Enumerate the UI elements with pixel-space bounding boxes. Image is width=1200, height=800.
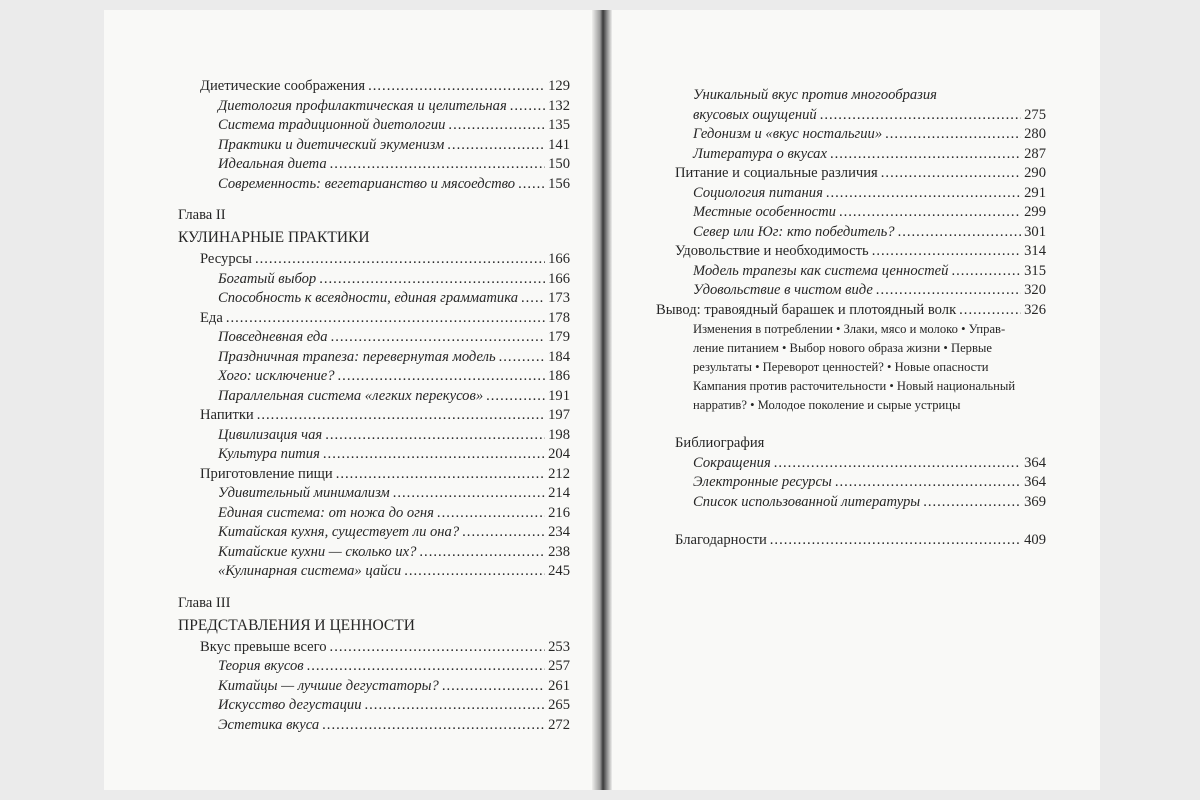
toc-page-number: 204 xyxy=(548,446,570,462)
toc-page-number: 191 xyxy=(548,387,570,404)
toc-entry[interactable] xyxy=(178,309,570,329)
toc-entry-title: Богатый выбор xyxy=(218,270,317,287)
toc-entry[interactable] xyxy=(656,281,1046,301)
left-page-toc xyxy=(178,77,570,735)
toc-page-number: 216 xyxy=(548,504,570,521)
toc-page-number: 186 xyxy=(548,368,570,384)
summary-line: результаты • Переворот ценностей? • Новые опасности xyxy=(693,360,989,374)
dot-leader xyxy=(770,531,1021,551)
dot-leader xyxy=(510,97,545,117)
toc-page-number: 197 xyxy=(548,407,570,423)
toc-page-number: 184 xyxy=(548,348,570,365)
dot-leader xyxy=(447,136,545,156)
toc-page-number: 238 xyxy=(548,543,570,560)
dot-leader xyxy=(774,454,1021,474)
toc-page-number: 166 xyxy=(548,251,570,267)
toc-entry[interactable] xyxy=(178,406,570,426)
toc-entry-title: Модель трапезы как система ценностей xyxy=(693,262,949,279)
dot-leader xyxy=(255,250,545,270)
toc-entry-title: Китайские кухни — сколько их? xyxy=(218,543,417,560)
toc-page-number: 314 xyxy=(1024,243,1046,259)
toc-entry[interactable] xyxy=(178,348,570,368)
toc-page-number: 214 xyxy=(548,485,570,501)
dot-leader xyxy=(826,184,1021,204)
chapter-label: Глава II xyxy=(178,207,226,223)
toc-entry[interactable] xyxy=(178,504,570,524)
toc-entry-title: Хого: исключение? xyxy=(218,368,335,384)
toc-page-number: 272 xyxy=(548,716,570,733)
toc-page-number: 179 xyxy=(548,329,570,345)
toc-page-number: 364 xyxy=(1024,474,1046,490)
toc-entry[interactable] xyxy=(178,97,570,117)
toc-entry-title: Север или Юг: кто победитель? xyxy=(693,223,895,240)
toc-entry-title: Приготовление пищи xyxy=(200,465,333,482)
toc-page-number: 245 xyxy=(548,563,570,579)
toc-entry-title: Диетология профилактическая и целительная xyxy=(218,97,507,114)
chapter-title: КУЛИНАРНЫЕ ПРАКТИКИ xyxy=(178,229,370,246)
toc-entry[interactable] xyxy=(178,270,570,290)
toc-entry[interactable] xyxy=(656,184,1046,204)
toc-entry-title: Способность к всеядности, единая грамматика xyxy=(218,290,518,306)
toc-entry-title: Вывод: травоядный барашек и плотоядный волк xyxy=(656,301,957,318)
summary-line: Кампания против расточительности • Новый национальный xyxy=(693,379,1016,393)
toc-entry-title: «Кулинарная система» цайси xyxy=(218,563,402,579)
chapter-title: ПРЕДСТАВЛЕНИЯ И ЦЕННОСТИ xyxy=(178,616,415,634)
toc-entry[interactable] xyxy=(178,328,570,348)
dot-leader xyxy=(521,289,545,309)
dot-leader xyxy=(325,426,545,446)
toc-entry-title: Социология питания xyxy=(693,184,823,201)
toc-page-number: 364 xyxy=(1024,454,1046,471)
toc-entry[interactable] xyxy=(656,493,1046,513)
toc-entry[interactable] xyxy=(656,145,1046,165)
toc-entry[interactable] xyxy=(656,262,1046,282)
dot-leader xyxy=(437,504,545,524)
bibliography-heading: Библиография xyxy=(675,435,765,451)
toc-page-number: 287 xyxy=(1024,145,1046,162)
toc-page-number: 280 xyxy=(1024,126,1046,142)
toc-page-number: 178 xyxy=(548,309,570,326)
toc-page-number: 320 xyxy=(1024,282,1046,298)
dot-leader xyxy=(338,367,546,387)
toc-entry-title: Китайцы — лучшие дегустаторы? xyxy=(218,677,439,694)
dot-leader xyxy=(442,677,545,697)
toc-entry-title: Современность: вегетарианство и мясоедство xyxy=(218,175,516,192)
toc-page-number: 315 xyxy=(1024,262,1046,279)
dot-leader xyxy=(419,543,545,563)
dot-leader xyxy=(393,484,545,504)
dot-leader xyxy=(331,328,546,348)
toc-entry-title: Удовольствие и необходимость xyxy=(675,243,869,259)
toc-page-number: 261 xyxy=(548,677,570,694)
dot-leader xyxy=(257,406,545,426)
toc-entry-title: Список использованной литературы xyxy=(693,493,921,510)
toc-entry-title: Ресурсы xyxy=(200,251,252,267)
toc-page-number: 290 xyxy=(1024,165,1046,181)
toc-entry[interactable] xyxy=(178,155,570,175)
toc-entry-title: Цивилизация чая xyxy=(218,426,323,443)
dot-leader xyxy=(322,716,545,736)
dot-leader xyxy=(499,348,545,368)
summary-line: нарратив? • Молодое поколение и сырые устрицы xyxy=(693,398,961,412)
summary-line: ление питанием • Выбор нового образа жизни • Первые xyxy=(693,341,992,355)
toc-entry[interactable] xyxy=(656,164,1046,184)
toc-page-number: 198 xyxy=(548,426,570,443)
toc-entry-title: Сокращения xyxy=(693,454,771,471)
toc-entry-title: Система традиционной диетологии xyxy=(218,117,446,133)
dot-leader xyxy=(830,145,1021,165)
toc-entry[interactable] xyxy=(178,250,570,270)
toc-entry[interactable] xyxy=(656,301,1046,321)
toc-entry[interactable] xyxy=(178,677,570,697)
toc-entry[interactable] xyxy=(178,116,570,136)
toc-page-number: 166 xyxy=(548,270,570,287)
book-spine xyxy=(592,10,612,790)
dot-leader xyxy=(323,445,545,465)
conclusion-summary xyxy=(656,320,1063,415)
toc-entry-title: Питание и социальные различия xyxy=(675,165,878,181)
toc-entry-title: Параллельная система «легких перекусов» xyxy=(218,387,484,404)
toc-entry[interactable] xyxy=(656,223,1046,243)
toc-page-number: 369 xyxy=(1024,493,1046,510)
toc-page-number: 299 xyxy=(1024,204,1046,220)
toc-page-number: 141 xyxy=(548,136,570,153)
toc-entry-title: Вкус превыше всего xyxy=(200,638,327,655)
dot-leader xyxy=(319,270,545,290)
toc-entry[interactable] xyxy=(178,426,570,446)
toc-entry[interactable] xyxy=(178,465,570,485)
toc-page-number: 156 xyxy=(548,175,570,192)
toc-entry[interactable] xyxy=(178,638,570,658)
dot-leader xyxy=(923,493,1021,513)
toc-entry-title: Повседневная еда xyxy=(218,329,328,345)
toc-page-number: 132 xyxy=(548,97,570,114)
toc-entry-title: Диетические соображения xyxy=(200,78,366,94)
toc-page-number: 129 xyxy=(548,78,570,94)
dot-leader xyxy=(448,116,545,136)
toc-entry[interactable] xyxy=(178,523,570,543)
summary-line: Изменения в потреблении • Злаки, мясо и молоко • Управ- xyxy=(693,322,1006,336)
toc-entry-title: Праздничная трапеза: перевернутая модель xyxy=(218,348,496,365)
dot-leader xyxy=(462,523,545,543)
toc-entry-acknowledgements[interactable]: Благодарности ..... 409 xyxy=(656,531,1046,551)
toc-page-number: 135 xyxy=(548,117,570,133)
toc-entry-title: Практики и диетический экуменизм xyxy=(218,136,445,153)
toc-page-number: 326 xyxy=(1024,301,1046,318)
dot-leader xyxy=(330,155,545,175)
toc-entry-title: Напитки xyxy=(200,407,254,423)
chapter-label: Глава III xyxy=(178,594,231,611)
toc-entry[interactable] xyxy=(178,657,570,677)
toc-entry-title: Удовольствие в чистом виде xyxy=(693,282,873,298)
toc-entry[interactable] xyxy=(178,289,570,309)
toc-entry[interactable] xyxy=(178,77,570,97)
dot-leader xyxy=(330,638,546,658)
toc-entry[interactable] xyxy=(178,387,570,407)
toc-entry-title: Эстетика вкуса xyxy=(218,716,320,733)
toc-page-number: 291 xyxy=(1024,184,1046,201)
dot-leader xyxy=(365,696,546,716)
toc-page-number: 212 xyxy=(548,465,570,482)
toc-page-number: 257 xyxy=(548,658,570,674)
toc-entry-continued: Уникальный вкус против многообразия xyxy=(693,87,937,103)
dot-leader xyxy=(898,223,1022,243)
dot-leader xyxy=(486,387,545,407)
dot-leader xyxy=(959,301,1021,321)
toc-entry[interactable] xyxy=(656,106,1046,126)
toc-entry-title: Еда xyxy=(200,309,223,326)
toc-entry[interactable] xyxy=(656,203,1046,223)
toc-entry-title: Искусство дегустации xyxy=(218,697,362,713)
dot-leader xyxy=(835,473,1021,493)
toc-entry[interactable] xyxy=(178,136,570,156)
toc-page-number: 265 xyxy=(548,697,570,713)
toc-entry[interactable] xyxy=(656,473,1046,493)
toc-entry[interactable] xyxy=(656,125,1046,145)
toc-entry[interactable] xyxy=(178,543,570,563)
toc-entry[interactable] xyxy=(178,484,570,504)
right-page-toc xyxy=(656,86,1046,551)
toc-page-number: 234 xyxy=(548,524,570,540)
toc-entry[interactable] xyxy=(178,562,570,582)
toc-entry[interactable] xyxy=(178,716,570,736)
toc-entry-title: Литература о вкусах xyxy=(693,145,827,162)
toc-entry-title: Электронные ресурсы xyxy=(693,474,832,490)
dot-leader xyxy=(368,77,545,97)
toc-entry-title: Единая система: от ножа до огня xyxy=(218,504,434,521)
toc-entry-title: Культура пития xyxy=(218,446,320,462)
toc-entry-title: Гедонизм и «вкус ностальгии» xyxy=(693,126,883,142)
dot-leader xyxy=(820,106,1021,126)
toc-page-number: 173 xyxy=(548,290,570,306)
toc-entry[interactable] xyxy=(178,696,570,716)
toc-page-number: 301 xyxy=(1024,223,1046,240)
toc-entry-title: Удивительный минимализм xyxy=(218,485,390,501)
dot-leader xyxy=(518,175,545,195)
dot-leader xyxy=(336,465,545,485)
dot-leader xyxy=(839,203,1021,223)
dot-leader xyxy=(872,242,1021,262)
dot-leader xyxy=(404,562,545,582)
toc-page-number: 150 xyxy=(548,156,570,172)
toc-entry-title: вкусовых ощущений xyxy=(693,106,817,123)
toc-page-number: 253 xyxy=(548,638,570,655)
dot-leader xyxy=(885,125,1021,145)
dot-leader xyxy=(881,164,1021,184)
toc-entry-title: Идеальная диета xyxy=(218,156,327,172)
dot-leader xyxy=(876,281,1021,301)
toc-entry-title: Теория вкусов xyxy=(218,658,304,674)
toc-page-number: 275 xyxy=(1024,106,1046,123)
dot-leader xyxy=(307,657,546,677)
toc-entry[interactable] xyxy=(178,175,570,195)
toc-entry[interactable] xyxy=(178,445,570,465)
toc-entry[interactable] xyxy=(656,242,1046,262)
dot-leader xyxy=(226,309,545,329)
toc-entry[interactable] xyxy=(656,454,1046,474)
toc-entry-title: Местные особенности xyxy=(693,204,836,220)
toc-entry-title: Китайская кухня, существует ли она? xyxy=(218,524,460,540)
toc-entry[interactable] xyxy=(178,367,570,387)
dot-leader xyxy=(951,262,1021,282)
